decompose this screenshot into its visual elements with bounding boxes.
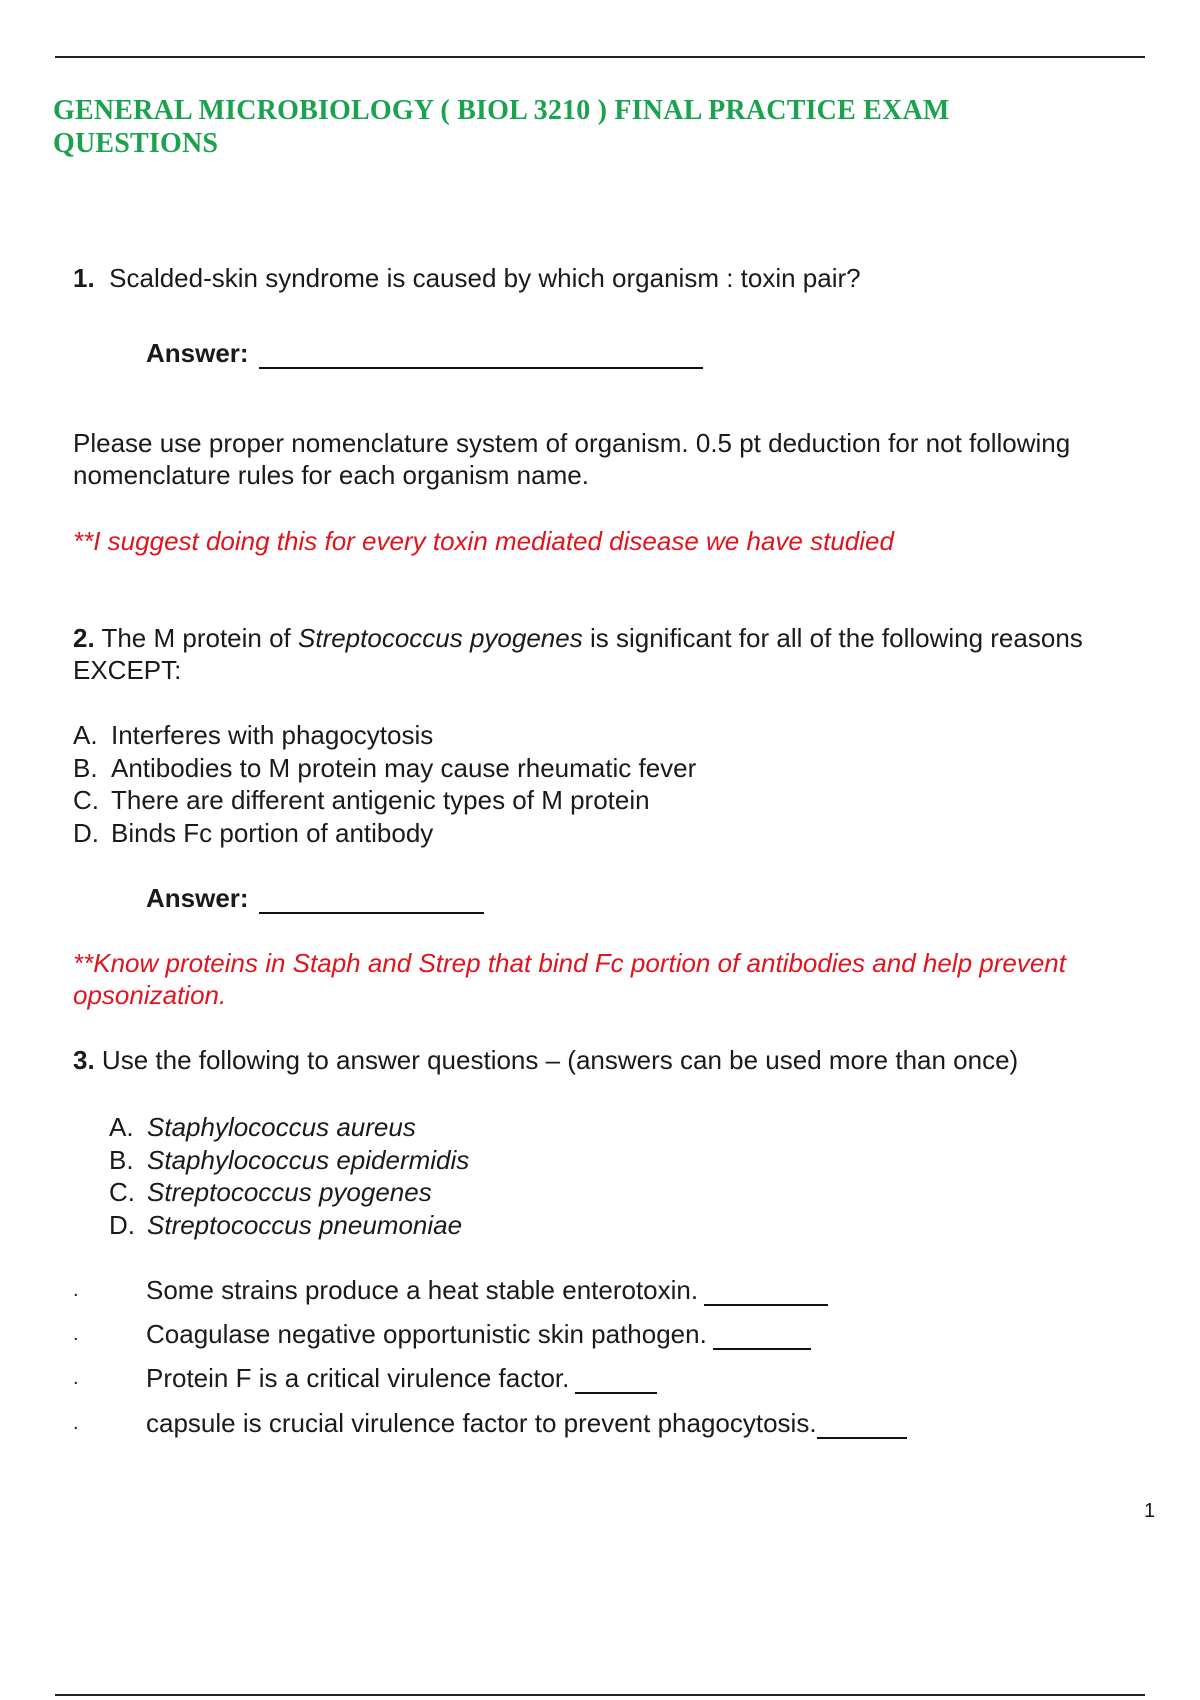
subquestion-3: . Protein F is a critical virulence factor. [73, 1362, 657, 1394]
option-d: D. Binds Fc portion of antibody [73, 817, 434, 848]
answer-blank[interactable] [704, 1278, 828, 1306]
question-2 [73, 622, 1153, 686]
answer-blank[interactable] [817, 1411, 907, 1439]
question-number: 2. [73, 623, 95, 653]
subquestion-1: . Some strains produce a heat stable enterotoxin. [73, 1274, 828, 1306]
question-text: Scalded-skin syndrome is caused by which organism : toxin pair? [109, 263, 861, 293]
page-number: 1 [1144, 1500, 1156, 1522]
question-number: 3. [73, 1045, 95, 1075]
fc-binding-note: **Know proteins in Staph and Strep that bind Fc portion of antibodies and help prevent opsonization. [73, 948, 1066, 1010]
question-1 [73, 262, 1153, 294]
question-text-before: The M protein of [101, 623, 291, 653]
question-text: Use the following to answer questions – (answers can be used more than once) [101, 1045, 1019, 1075]
toxin-note: **I suggest doing this for every toxin mediated disease we have studied [73, 526, 894, 556]
question-2-options [73, 719, 696, 849]
page-title: GENERAL MICROBIOLOGY ( BIOL 3210 ) FINAL PRACTICE EXAM QUESTIONS [53, 95, 950, 159]
question-3-options [109, 1111, 469, 1241]
subquestion-text: capsule is crucial virulence factor to prevent phagocytosis. [146, 1408, 817, 1438]
subquestion-4: . capsule is crucial virulence factor to prevent phagocytosis. [73, 1407, 907, 1439]
answer-blank[interactable] [575, 1366, 657, 1394]
answer-blank[interactable] [713, 1322, 811, 1350]
option-d: D. Streptococcus pneumoniae [109, 1209, 463, 1240]
option-b: B. Staphylococcus epidermidis [109, 1144, 470, 1175]
subquestion-text: Some strains produce a heat stable enterotoxin. [146, 1275, 699, 1305]
option-a: A. Interferes with phagocytosis [73, 720, 434, 750]
answer-line-1 [146, 338, 703, 369]
question-3 [73, 1044, 1153, 1076]
answer-label: Answer: [146, 883, 249, 913]
subquestion-text: Coagulase negative opportunistic skin pathogen. [146, 1319, 707, 1349]
option-b: B. Antibodies to M protein may cause rheumatic fever [73, 752, 697, 783]
question-number: 1. [73, 263, 95, 293]
nomenclature-instructions: Please use proper nomenclature system of organism. 0.5 pt deduction for not following nomenclature rules for each organism name. [73, 428, 1071, 490]
bottom-rule [55, 1694, 1145, 1696]
option-c: C. There are different antigenic types of M protein [73, 785, 650, 815]
answer-blank[interactable] [259, 884, 484, 914]
answer-blank[interactable] [259, 339, 703, 369]
answer-label: Answer: [146, 338, 249, 368]
subquestion-text: Protein F is a critical virulence factor. [146, 1363, 570, 1393]
subquestion-2: . Coagulase negative opportunistic skin pathogen. [73, 1318, 811, 1350]
top-rule [55, 56, 1145, 58]
option-a: A. Staphylococcus aureus [109, 1112, 416, 1142]
question-text-after: is significant for all of the following reasons EXCEPT: [73, 623, 1083, 685]
organism-name: Streptococcus pyogenes [298, 623, 583, 653]
answer-line-2 [146, 883, 484, 914]
option-c: C. Streptococcus pyogenes [109, 1177, 432, 1207]
